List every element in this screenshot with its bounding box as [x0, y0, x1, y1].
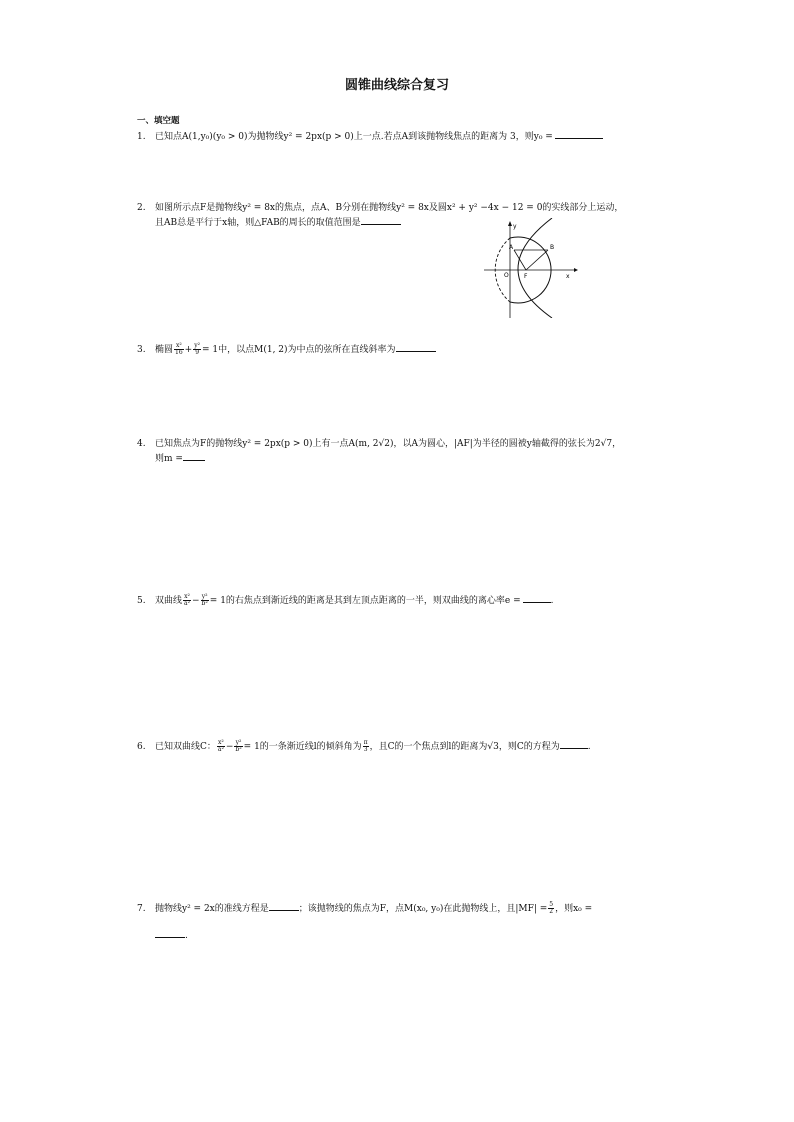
question-text: ；该抛物线的焦点为F，点M(x₀, y₀)在此抛物线上，且|MF| =	[298, 904, 548, 914]
answer-blank[interactable]	[560, 739, 588, 749]
question-text: = 1的右焦点到渐近线的距离是其到左顶点距离的一半，则双曲线的离心率e =	[209, 596, 521, 606]
label-o: O	[504, 272, 509, 279]
question-6: 6. 已知双曲线C： $\frac{\text{x²}}{\text{a²}}$ − $\frac{\text{y²}}{\text{b²}}$ = 1的一条渐近线l的倾斜角为 $\frac{\pi}{3}$ ，且C的一个焦点到l的距离为√3，则C的方程为 .	[137, 739, 591, 753]
fraction: $\frac{\text{y²}}{\text{b²}}$	[201, 593, 208, 607]
label-y: y	[513, 223, 517, 230]
question-text: 且AB总是平行于x轴，则△FAB的周长的取值范围是	[155, 218, 361, 228]
question-number: 4.	[137, 439, 146, 449]
y-axis-arrow-icon	[508, 221, 512, 226]
fraction: $\frac{\text{y²}}{\text{b²}}$	[235, 739, 242, 753]
question-text: 双曲线	[155, 596, 183, 606]
answer-blank[interactable]	[183, 451, 205, 461]
fraction: $\frac{\text{x²}}{\text{a²}}$	[217, 739, 224, 753]
fraction: $\frac{\text{x²}}{\text{a²}}$	[184, 593, 190, 607]
question-7: 7. 抛物线y² = 2x的准线方程是 ；该抛物线的焦点为F，点M(x₀, y₀)在此抛物线上，且|MF| = $\frac{5}{2}$ ，则x₀ = .	[137, 901, 593, 941]
question-text: 已知双曲线C：	[155, 742, 216, 752]
answer-blank[interactable]	[269, 901, 299, 911]
answer-blank[interactable]	[523, 593, 551, 603]
fraction: $\frac{\text{x²}}{16}$	[175, 342, 183, 356]
question-text: ，且C的一个焦点到l的距离为√3，则C的方程为	[369, 742, 560, 752]
label-b: B	[550, 244, 555, 251]
fraction: $\frac{\pi}{3}$	[363, 739, 368, 753]
question-number: 2.	[137, 203, 146, 213]
section-heading: 一、填空题	[137, 116, 180, 126]
question-number: 3.	[137, 345, 146, 355]
answer-blank[interactable]	[396, 342, 436, 352]
parabola-circle-figure	[484, 218, 580, 318]
label-x: x	[566, 273, 570, 280]
fraction: $\frac{\text{y²}}{9}$	[194, 342, 200, 356]
page-title: 圆锥曲线综合复习	[344, 78, 449, 93]
question-4	[137, 438, 697, 466]
question-number: 1.	[137, 132, 146, 142]
question-2	[137, 202, 697, 230]
answer-blank[interactable]	[555, 129, 603, 139]
question-text: 如图所示点F是抛物线y² = 8x的焦点，点A、B分别在抛物线y² = 8x及圆x² + y² −4x − 12 = 0的实线部分上运动，	[155, 203, 624, 213]
question-1	[137, 129, 697, 144]
segment-af	[514, 250, 526, 270]
question-text: 椭圆	[155, 345, 174, 355]
question-5: 5. 双曲线 $\frac{\text{x²}}{\text{a²}}$ − $\frac{\text{y²}}{\text{b²}}$ = 1的右焦点到渐近线的距离是其到左顶点距离的一半，则双曲线的离心率e = .	[137, 593, 554, 607]
question-text: 已知点A(1,y₀)(y₀ > 0)为抛物线y² = 2px(p > 0)上一点.若点A到该抛物线焦点的距离为 3，则y₀ =	[155, 132, 553, 142]
segment-bf	[526, 250, 548, 270]
answer-blank[interactable]	[361, 215, 401, 225]
question-3: 3. 椭圆 $\frac{\text{x²}}{16}$ + $\frac{\text{y²}}{9}$ = 1中，以点M(1, 2)为中点的弦所在直线斜率为	[137, 342, 697, 357]
question-number: 6.	[137, 742, 146, 752]
question-text: 已知焦点为F的抛物线y² = 2px(p > 0)上有一点A(m, 2√2)，以A为圆心，|AF|为半径的圆被y轴截得的弦长为2√7，	[155, 439, 622, 449]
label-f: F	[524, 273, 528, 280]
question-text: 则m =	[155, 454, 183, 464]
answer-blank[interactable]	[155, 928, 185, 938]
label-a: A	[509, 244, 514, 251]
question-text: = 1的一条渐近线l的倾斜角为	[243, 742, 362, 752]
question-text: ，则x₀ =	[555, 904, 593, 914]
x-axis-arrow-icon	[574, 268, 578, 272]
question-text: 抛物线y² = 2x的准线方程是	[155, 904, 269, 914]
question-number: 5.	[137, 596, 146, 606]
question-number: 7.	[137, 904, 146, 914]
fraction: $\frac{5}{2}$	[549, 901, 554, 915]
question-text: = 1中，以点M(1, 2)为中点的弦所在直线斜率为	[202, 345, 396, 355]
